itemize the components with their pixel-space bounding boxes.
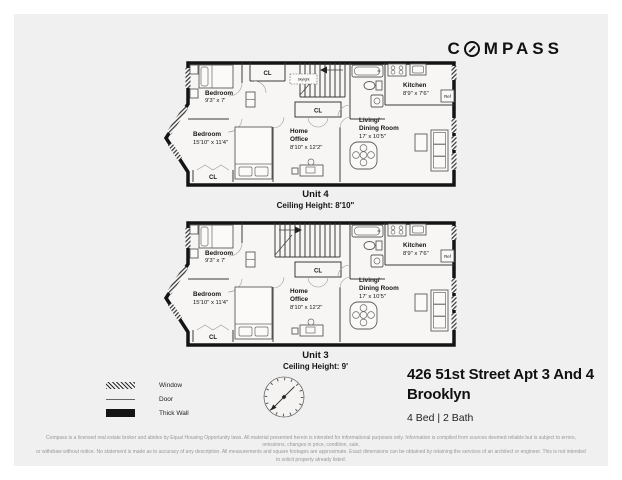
compass-logo xyxy=(448,39,563,59)
radiator-icon xyxy=(246,92,255,107)
unit-4-ceiling-height: Ceiling Height: 8'10" xyxy=(276,201,355,210)
fridge-label: Ref xyxy=(444,254,451,259)
living-label-2: Dining Room xyxy=(359,125,399,132)
home-office-dims: 8'10" x 12'2" xyxy=(290,145,323,151)
kitchen-dims: 8'9" x 7'6" xyxy=(403,251,429,257)
unit-3-name: Unit 3 xyxy=(302,350,329,361)
living-label-1: Living/ xyxy=(359,117,380,124)
closet-label-mid: CL xyxy=(314,268,322,275)
unit-3-ceiling-height: Ceiling Height: 9' xyxy=(282,362,348,371)
logo-prefix: C xyxy=(447,39,464,58)
kitchen-label: Kitchen xyxy=(403,242,427,249)
door-swatch-icon xyxy=(106,399,135,400)
legend-thick-wall-label: Thick Wall xyxy=(159,409,189,417)
disclaimer-line-2: or withdraw without notice. No statement is made as to accuracy of any description. All measurements and square footages are approximate. Exact dimensions can be obtained by retaining the services of an architect or engineer. This is not intended to solicit property already listed. xyxy=(36,449,586,463)
fridge-label: Ref xyxy=(444,94,451,99)
large-bed-icon xyxy=(235,127,272,179)
closet-label-top: CL xyxy=(263,71,272,77)
large-bed-icon xyxy=(235,287,272,339)
closet-label-bottom: CL xyxy=(209,175,217,181)
skylight xyxy=(290,74,317,84)
closet-label-mid: CL xyxy=(314,108,322,115)
legend-item-window xyxy=(106,378,189,392)
unit-3-floor-plan xyxy=(163,221,468,347)
legend-item-thick-wall xyxy=(106,406,189,420)
window-swatch-icon xyxy=(106,382,135,389)
listing-specs: 4 Bed | 2 Bath xyxy=(407,412,474,424)
bedroom-large-label: Bedroom xyxy=(193,131,222,138)
bedroom-large-dims: 15'10" x 11'4" xyxy=(193,300,229,306)
listing-address: 426 51st Street Apt 3 And 4 xyxy=(407,366,594,383)
bedroom-large-label: Bedroom xyxy=(193,291,222,298)
home-office-label-2: Office xyxy=(290,136,309,143)
unit-4-floor-plan xyxy=(163,61,468,187)
home-office-label-1: Home xyxy=(290,288,308,295)
home-office-label-1: Home xyxy=(290,128,308,135)
home-office-dims: 8'10" x 12'2" xyxy=(290,305,323,311)
home-office-label-2: Office xyxy=(290,296,309,303)
legend-door-label: Door xyxy=(159,395,174,403)
legend-window-label: Window xyxy=(159,381,183,389)
closet-label-bottom: CL xyxy=(209,335,217,341)
living-label-2: Dining Room xyxy=(359,285,399,292)
legend xyxy=(106,378,189,420)
kitchen-dims: 8'9" x 7'6" xyxy=(403,91,429,97)
bedroom-large-dims: 15'10" x 11'4" xyxy=(193,140,229,146)
legend-item-door xyxy=(106,392,189,406)
thick-wall-swatch-icon xyxy=(106,409,135,417)
unit-4-caption xyxy=(163,189,468,210)
living-label-1: Living/ xyxy=(359,277,380,284)
compass-logo-o-icon xyxy=(464,41,480,57)
kitchen-label: Kitchen xyxy=(403,82,427,89)
bedroom-small-label: Bedroom xyxy=(205,90,234,97)
unit-4-name: Unit 4 xyxy=(302,189,329,200)
floorplan-sheet xyxy=(14,14,608,466)
disclaimer-line-1: Compass is a licensed real estate broker and abides by Equal Housing Opportunity laws. All material presented herein is intended for informational purposes only. Information is compiled from sources deemed reliable but is subject to errors, omissions, changes in price, condition, sale, xyxy=(46,435,576,449)
bedroom-small-dims: 9'3" x 7' xyxy=(205,98,226,104)
disclaimer xyxy=(34,435,588,464)
bedroom-small-dims: 9'3" x 7' xyxy=(205,258,226,264)
radiator-icon xyxy=(246,252,255,267)
listing-city: Brooklyn xyxy=(407,386,471,403)
dining-table-icon xyxy=(350,142,377,169)
bedroom-small-label: Bedroom xyxy=(205,250,234,257)
logo-suffix: MPASS xyxy=(483,39,563,58)
living-dims: 17' x 10'5" xyxy=(359,294,386,300)
dining-table-icon xyxy=(350,302,377,329)
listing-info xyxy=(407,365,594,424)
compass-rose-icon xyxy=(261,374,307,420)
living-dims: 17' x 10'5" xyxy=(359,134,386,140)
skylight-label: Skylight xyxy=(297,77,310,82)
